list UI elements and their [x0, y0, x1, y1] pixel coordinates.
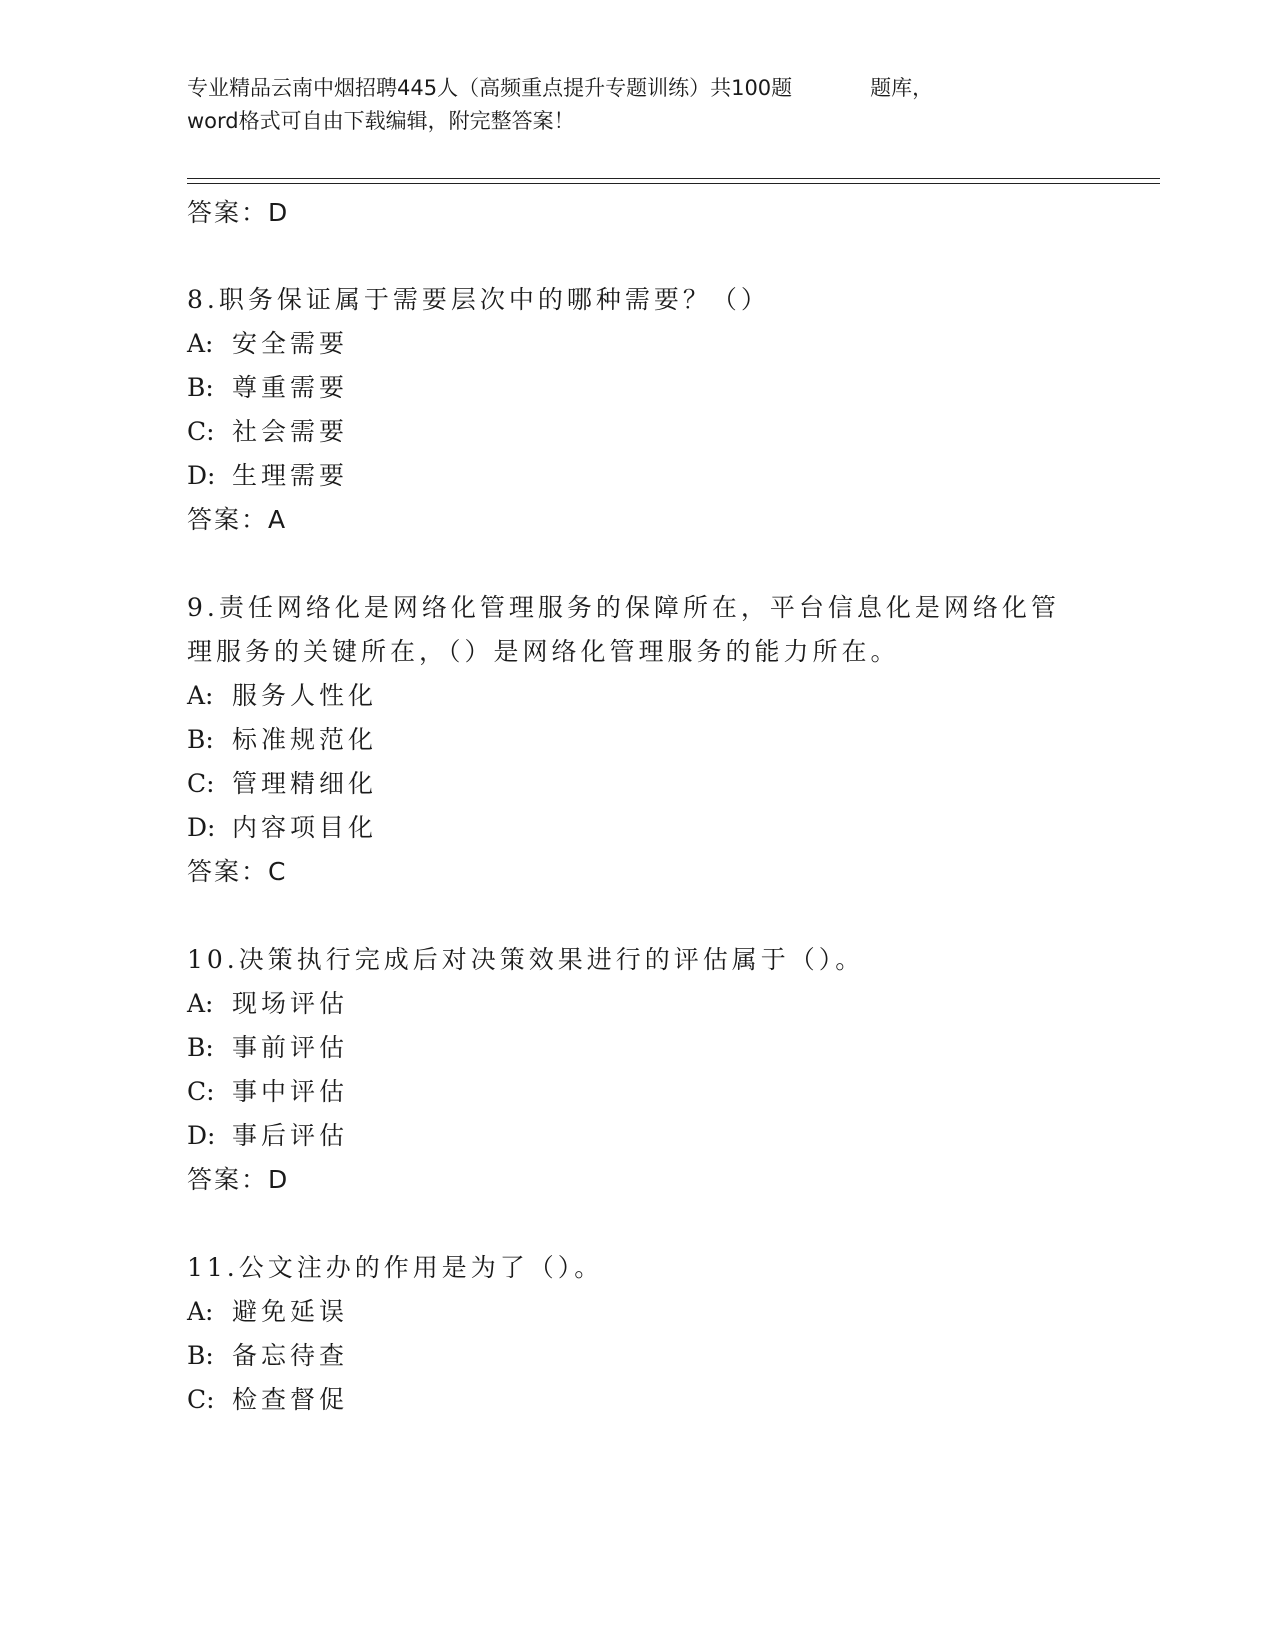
option-text: 检查督促 — [232, 1385, 349, 1414]
header-rule-bottom — [187, 183, 1160, 184]
option-letter: B: — [187, 725, 214, 754]
option-letter: A: — [187, 329, 214, 358]
question-stem-continued: 理服务的关键所在，（）是网络化管理服务的能力所在。 — [187, 637, 900, 666]
option-text: 尊重需要 — [232, 373, 349, 402]
header-line-1 — [187, 72, 1047, 105]
option-letter: A: — [187, 681, 214, 710]
option-letter: D: — [187, 813, 216, 842]
question-stem: 10.决策执行完成后对决策效果进行的评估属于（）。 — [187, 945, 865, 974]
document-header — [187, 72, 1047, 138]
option-letter: B: — [187, 1033, 214, 1062]
option-text: 避免延误 — [232, 1297, 349, 1326]
option-b — [187, 1028, 348, 1064]
header-title-suffix: 题库， — [870, 76, 934, 100]
option-d — [187, 456, 348, 492]
option-b — [187, 1336, 348, 1372]
option-b — [187, 720, 377, 756]
header-title: 专业精品云南中烟招聘445人（高频重点提升专题训练）共100题 — [187, 76, 793, 100]
option-letter: C: — [187, 417, 215, 446]
option-b — [187, 368, 348, 404]
option-letter: C: — [187, 1385, 215, 1414]
option-c — [187, 764, 377, 800]
answer-line: 答案：A — [187, 505, 288, 534]
option-c — [187, 412, 348, 448]
answer-line: 答案：C — [187, 857, 288, 886]
option-a — [187, 984, 348, 1020]
option-text: 内容项目化 — [232, 813, 378, 842]
option-text: 服务人性化 — [232, 681, 378, 710]
option-d — [187, 1116, 348, 1152]
question-stem: 11.公文注办的作用是为了（）。 — [187, 1253, 604, 1282]
answer-line: 答案：D — [187, 1165, 290, 1194]
option-letter: B: — [187, 1341, 214, 1370]
header-rule-top — [187, 178, 1160, 179]
option-text: 事中评估 — [232, 1077, 349, 1106]
option-a — [187, 676, 377, 712]
option-letter: D: — [187, 461, 216, 490]
option-text: 事后评估 — [232, 1121, 349, 1150]
header-line-2: word格式可自由下载编辑，附完整答案！ — [187, 109, 575, 133]
option-a — [187, 324, 348, 360]
option-text: 安全需要 — [232, 329, 349, 358]
option-text: 备忘待查 — [232, 1341, 349, 1370]
option-c — [187, 1380, 348, 1416]
option-text: 现场评估 — [232, 989, 349, 1018]
answer-line: 答案：D — [187, 198, 290, 227]
option-letter: C: — [187, 1077, 215, 1106]
question-stem: 9.责任网络化是网络化管理服务的保障所在，平台信息化是网络化管 — [187, 593, 1060, 622]
option-a — [187, 1292, 348, 1328]
option-text: 社会需要 — [232, 417, 349, 446]
option-text: 标准规范化 — [232, 725, 378, 754]
option-letter: C: — [187, 769, 215, 798]
question-stem: 8.职务保证属于需要层次中的哪种需要？（） — [187, 285, 770, 314]
option-text: 管理精细化 — [232, 769, 378, 798]
option-letter: B: — [187, 373, 214, 402]
option-d — [187, 808, 377, 844]
option-letter: D: — [187, 1121, 216, 1150]
option-text: 事前评估 — [232, 1033, 349, 1062]
option-text: 生理需要 — [232, 461, 349, 490]
option-letter: A: — [187, 1297, 214, 1326]
option-letter: A: — [187, 989, 214, 1018]
option-c — [187, 1072, 348, 1108]
